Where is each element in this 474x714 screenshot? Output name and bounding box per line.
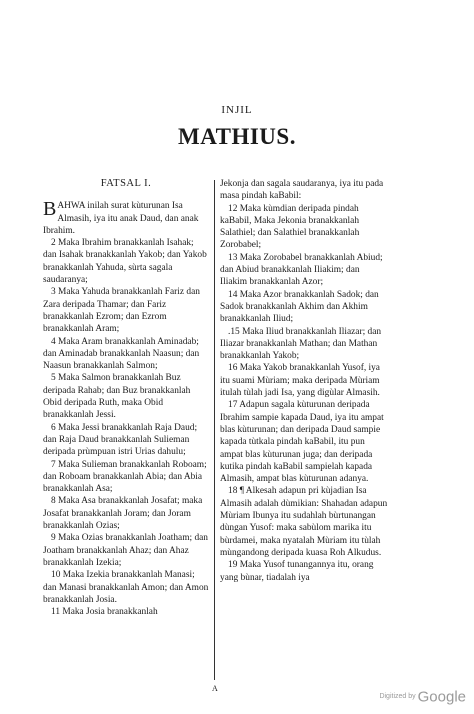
verse-paragraph — [43, 200, 209, 237]
column-divider — [214, 180, 215, 680]
verse-paragraph: Jekonja dan sagala saudaranya, iya itu pada masa pindah kaBabil: — [220, 179, 384, 202]
verse-paragraph: 9 Maka Ozias branakkanlah Joatham; dan Joatham branakkanlah Ahaz; dan Ahaz branakkanlah Izekia; — [43, 533, 208, 568]
verse-paragraph: 2 Maka Ibrahim branakkanlah Isahak; dan Isahak branakkanlah Yakob; dan Yakob branakkanlah Yahuda, sùrta sagala saudaranya; — [43, 238, 207, 286]
verse-paragraph: .15 Maka Iliud branakkanlah Iliazar; dan Iliazar branakkanlah Mathan; dan Mathan branakkanlah Yakob; — [220, 326, 382, 362]
verse-paragraph: 18 ¶ Alkesah adapun pri kùjadian Isa Almasih adalah dùmikian: Shahadan adapun Mùriam Ibunya itu sudahlah bùrtunangan dùngan Yusof: maka sabùlom marika itu bùrdamei, maka nyatalah Mùriam itu tùlah mùngandong deripada kuasa Roh Alkudus. — [220, 486, 388, 558]
verse-paragraph: 12 Maka kùmdian deripada pindah kaBabil, Maka Jekonia branakkanlah Salathiel; dan Salathiel branakkanlah Zorobabel; — [220, 203, 360, 251]
verse-paragraph: 8 Maka Asa branakkanlah Josafat; maka Josafat branakkanlah Joram; dan Joram branakkanlah Ozias; — [43, 496, 203, 532]
verse-paragraph: 16 Maka Yakob branakkanlah Yusof, iya itu suami Mùriam; maka deripada Mùriam itulah tùlah jadi Isa, yang digùlar Almasih. — [220, 363, 380, 399]
verse-paragraph: 4 Maka Aram branakkanlah Aminadab; dan Aminadab branakkanlah Naasun; dan Naasun branakkanlah Salmon; — [43, 336, 200, 372]
left-column — [43, 178, 209, 618]
book-title: MATHIUS. — [178, 124, 296, 149]
verse-paragraph: 5 Maka Salmon branakkanlah Buz deripada Rahab; dan Buz branakkanlah Obid deripada Ruth, maka Obid branakkanlah Jessi. — [43, 373, 191, 421]
signature-mark: A — [212, 684, 218, 693]
verse-paragraph: 19 Maka Yusof tunangannya itu, orang yang bùnar, tiadalah iya — [220, 560, 374, 583]
verse-paragraph: 3 Maka Yahuda branakkanlah Fariz dan Zara deripada Thamar; dan Fariz branakkanlah Ezrom; dan Ezrom branakkanlah Aram; — [43, 287, 200, 335]
verse-paragraph: 7 Maka Sulieman branakkanlah Roboam; dan Roboam branakkanlah Abia; dan Abia branakkanlah Asa; — [43, 459, 207, 495]
right-column — [220, 178, 388, 584]
chapter-heading: FATSAL I. — [100, 178, 152, 189]
watermark-prefix: Digitized by — [379, 693, 416, 701]
drop-cap: B — [43, 198, 57, 221]
verse-paragraph: 10 Maka Izekia branakkanlah Manasi; dan Manasi branakkanlah Amon; dan Amon branakkanlah Josia. — [43, 570, 209, 605]
verse-paragraph: 14 Maka Azor branakkanlah Sadok; dan Sadok branakkanlah Akhim dan Akhim branakkanlah Iliud; — [220, 289, 379, 325]
verse-paragraph: 13 Maka Zorobabel branakkanlah Abiud; dan Abiud branakkanlah Iliakim; dan Iliakim branakkanlah Azor; — [220, 252, 383, 288]
verse-paragraph: 17 Adapun sagala kùturunan deripada Ibrahim sampie kapada Daud, iya itu ampat blas kùturunan; dan deripada Daud sampie kapada tùtkala pindah kaBabil, itu pun ampat blas kùturunan juga; dan deripada kutika pindah kaBabil sampielah kapada Almasih, ampat blas kùturunan adanya. — [220, 400, 384, 485]
watermark-logo: Google — [417, 688, 466, 706]
verse-paragraph: 11 Maka Josia branakkanlah — [51, 607, 158, 618]
verse-paragraph: 6 Maka Jessi branakkanlah Raja Daud; dan Raja Daud branakkanlah Sulieman deripada prùmpuan istri Urias dahulu; — [43, 422, 198, 458]
digitized-watermark — [356, 688, 466, 706]
book-pretitle: INJIL — [221, 104, 253, 116]
verse-text: AHWA inilah surat kùturunan Isa Almasih, iya itu anak Daud, dan anak Ibrahim. — [43, 201, 199, 236]
